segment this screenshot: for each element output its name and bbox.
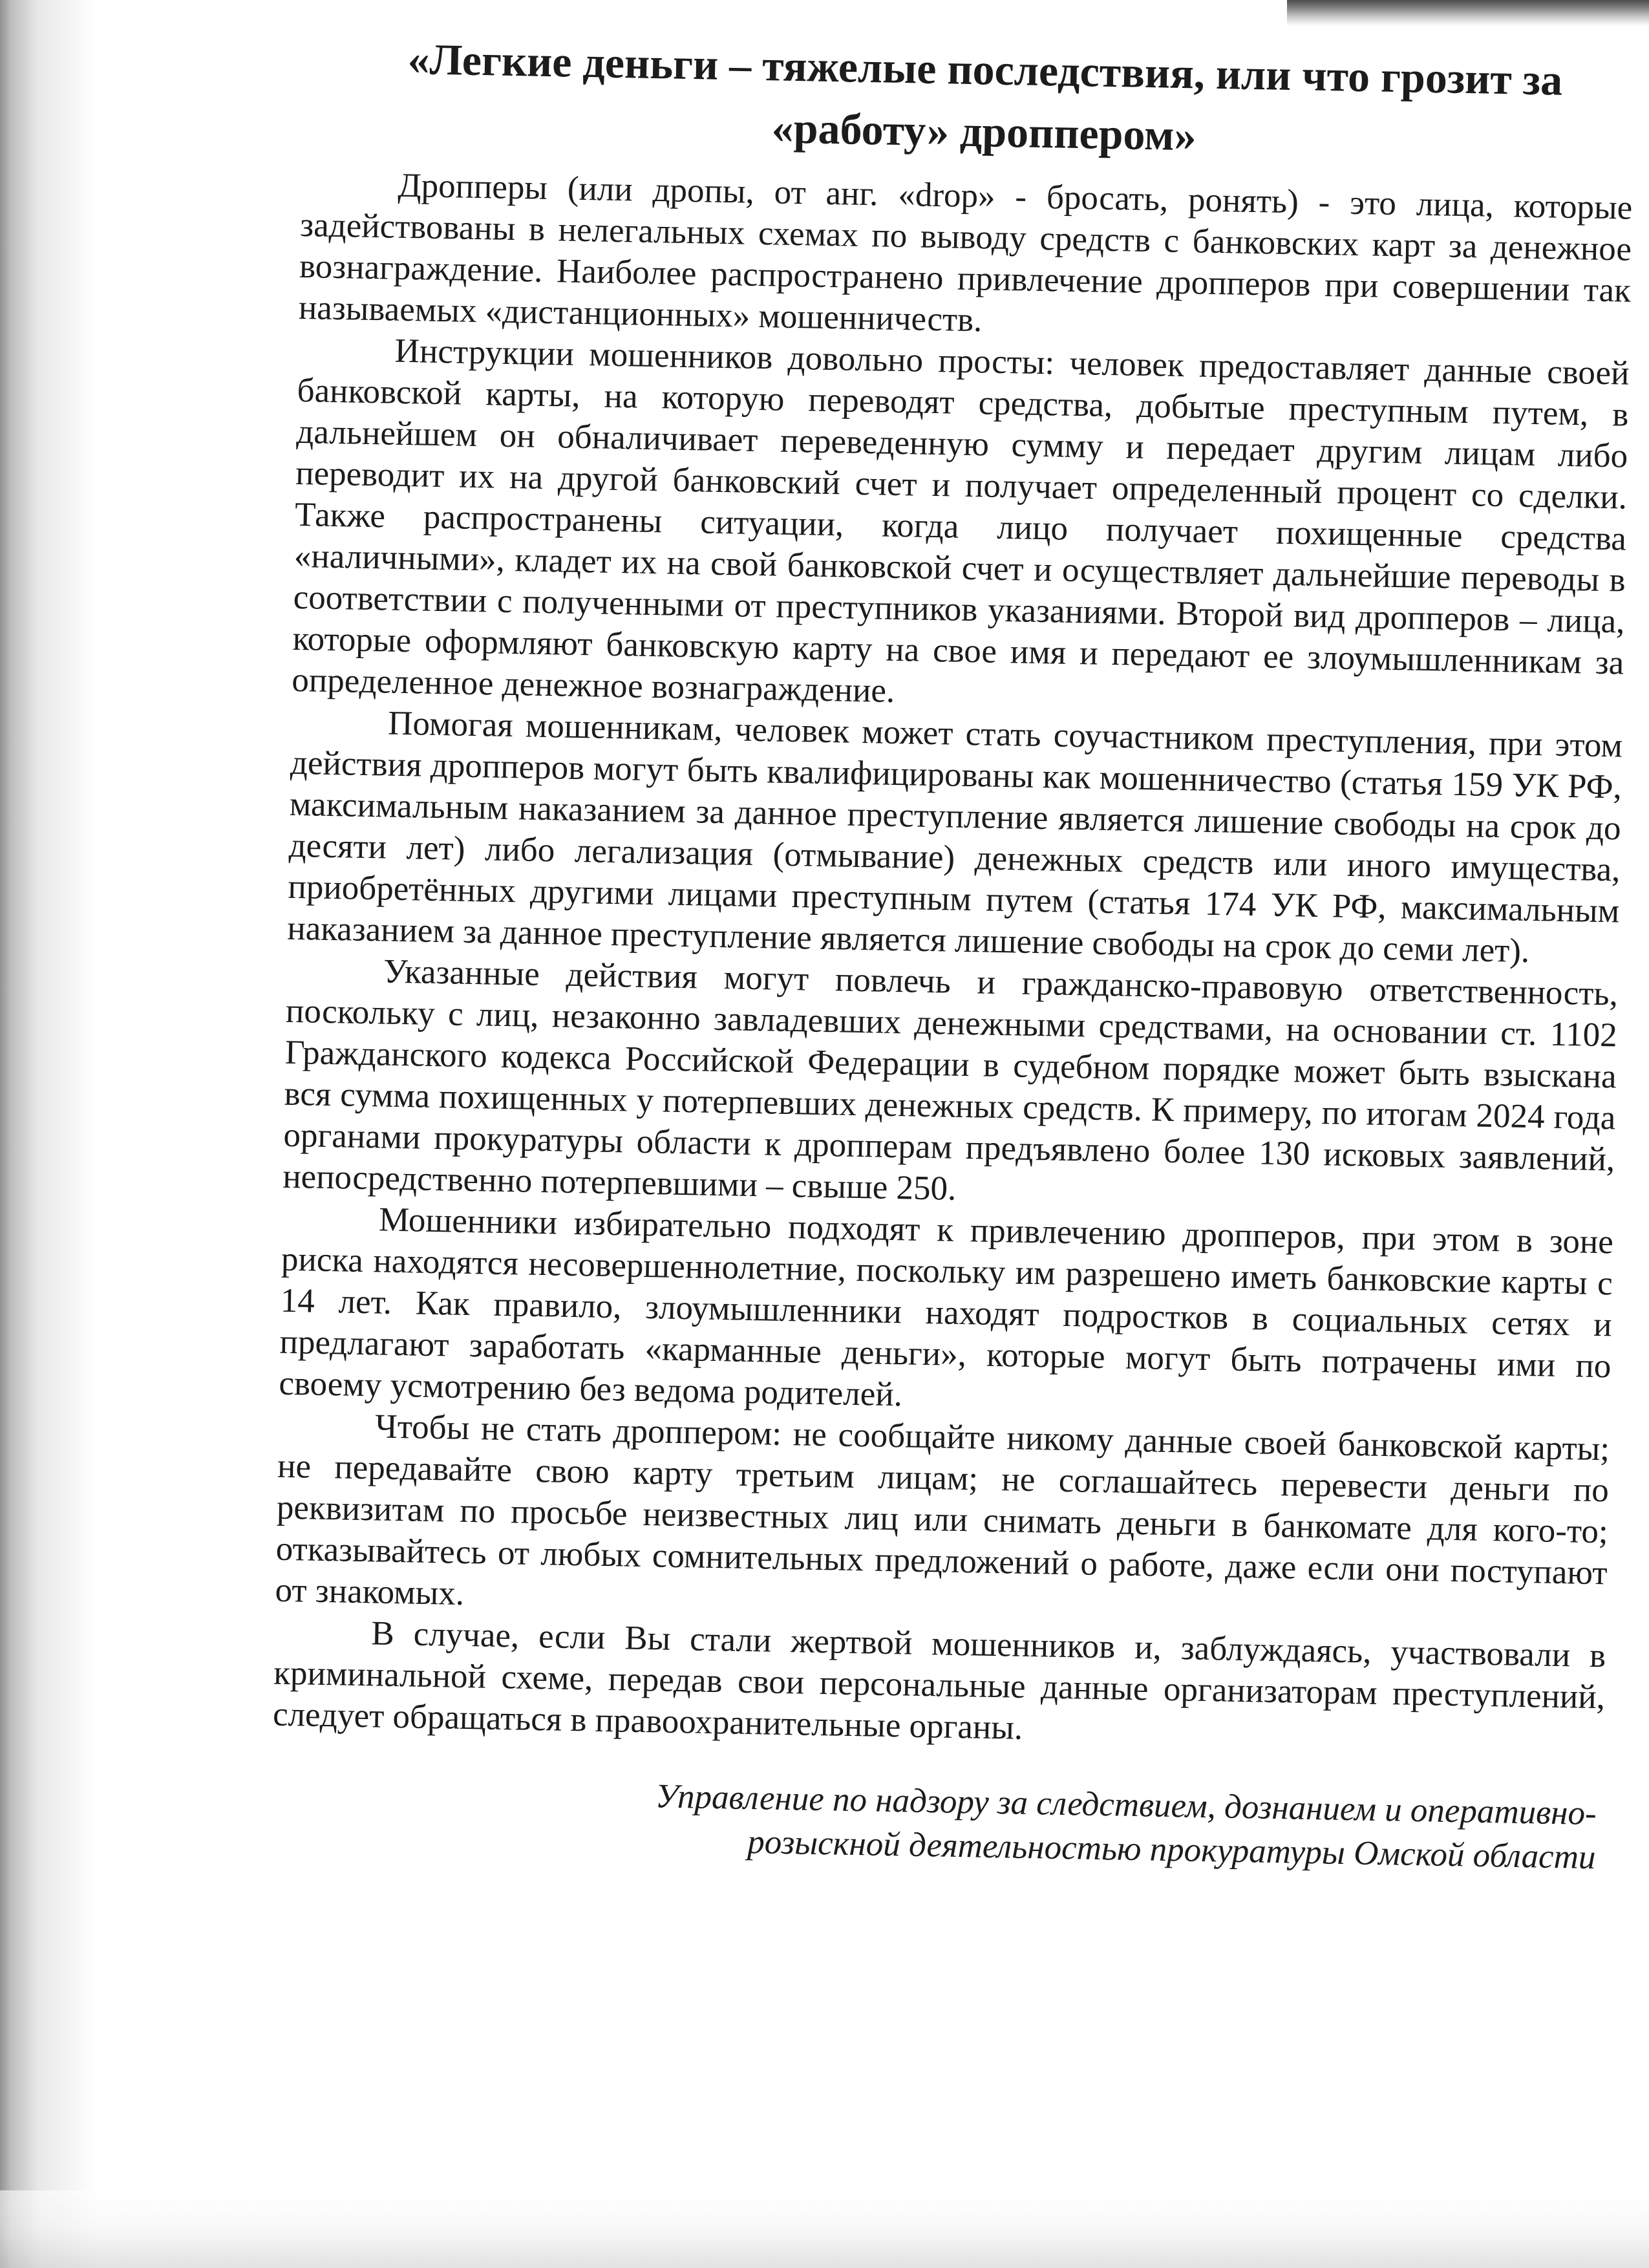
scan-bottom-shadow <box>0 2190 1649 2268</box>
paragraph-instructions: Инструкции мошенников довольно просты: человек предоставляет данные своей банковской карты, на которую переводят средства, добытые преступным путем, в дальнейшем он обналичивает переведенную сумму и передает другим лицам либо переводит их на другой банковский счет и получает определенный процент со сделки. Также распространены ситуации, когда лицо получает похищенные средства «наличными», кладет их на свой банковской счет и осуществляет дальнейшие переводы в соответствии с полученными от преступников указаниями. Второй вид дропперов – лица, которые оформляют банковскую карту на свое имя и передают ее злоумышленникам за определенное денежное вознаграждение. <box>291 332 1630 710</box>
scan-edge-shadow <box>0 0 97 2268</box>
document-title: «Легкие деньги – тяжелые последствия, или что грозит за «работу» дроппером» <box>407 34 1563 160</box>
paragraph-criminal-liability: Помогая мошенникам, человек может стать соучастником преступления, при этом действия дропперов могут быть квалифицированы как мошенничество (статья 159 УК РФ, максимальным наказанием за данное преступление является лишение свободы на срок до десяти лет) либо легализация (отмывание) денежных средств или иного имущества, приобретённых другими лицами преступным путем (статья 174 УК РФ, максимальным наказанием за данное преступление является лишение свободы на срок до семи лет). <box>286 704 1623 970</box>
document-page <box>270 26 1635 1879</box>
paragraph-victim-advice: В случае, если Вы стали жертвой мошенников и, заблуждаясь, участвовали в криминальной схеме, передав свои персональные данные организаторам преступлений, следует обращаться в правоохранительные органы. <box>272 1614 1606 1747</box>
signature-line: розыскной деятельностью прокуратуры Омской области <box>747 1823 1596 1877</box>
paragraph-minors-risk: Мошенники избирательно подходят к привлечению дропперов, при этом в зоне риска находятся несовершеннолетние, поскольку им разрешено иметь банковские карты с 14 лет. Как правило, злоумышленники находят подростков в социальных сетях и предлагают заработать «карманные деньги», которые могут быть потрачены ими по своему усмотрению без ведома родителей. <box>278 1201 1614 1414</box>
paragraph-definition: Дропперы (или дропы, от анг. «drop» - бросать, ронять) - это лица, которые задействованы в нелегальных схемах по выводу средств с банковских карт за денежное вознаграждение. Наиболее распространено привлечение дропперов при совершении так называемых «дистанционных» мошенничеств. <box>298 166 1633 339</box>
paragraph-civil-liability: Указанные действия могут повлечь и гражданско-правовую ответственность, поскольку с лиц, незаконно завладевших денежными средствами, на основании ст. 1102 Гражданского кодекса Российской Федерации в судебном порядке может быть взыскана вся сумма похищенных у потерпевших денежных средств. К примеру, по итогам 2024 года органами прокуратуры области к дропперам предъявлено более 130 исковых заявлений, непосредственно потерпевшими – свыше 250. <box>282 952 1619 1208</box>
signature-line: Управление по надзору за следствием, дознанием и оперативно- <box>655 1777 1597 1833</box>
signature-block <box>270 1768 1597 1880</box>
scan-corner-artifact <box>1287 0 1649 26</box>
paragraph-prevention-tips: Чтобы не стать дроппером: не сообщайте никому данные своей банковской карты; не передавайте свою карту третьим лицам; не соглашайтесь перевести деньги по реквизитам по просьбе неизвестных лиц или снимать деньги в банкомате для кого-то; отказывайтесь от любых сомнительных предложений о работе, даже если они поступают от знакомых. <box>275 1407 1610 1612</box>
